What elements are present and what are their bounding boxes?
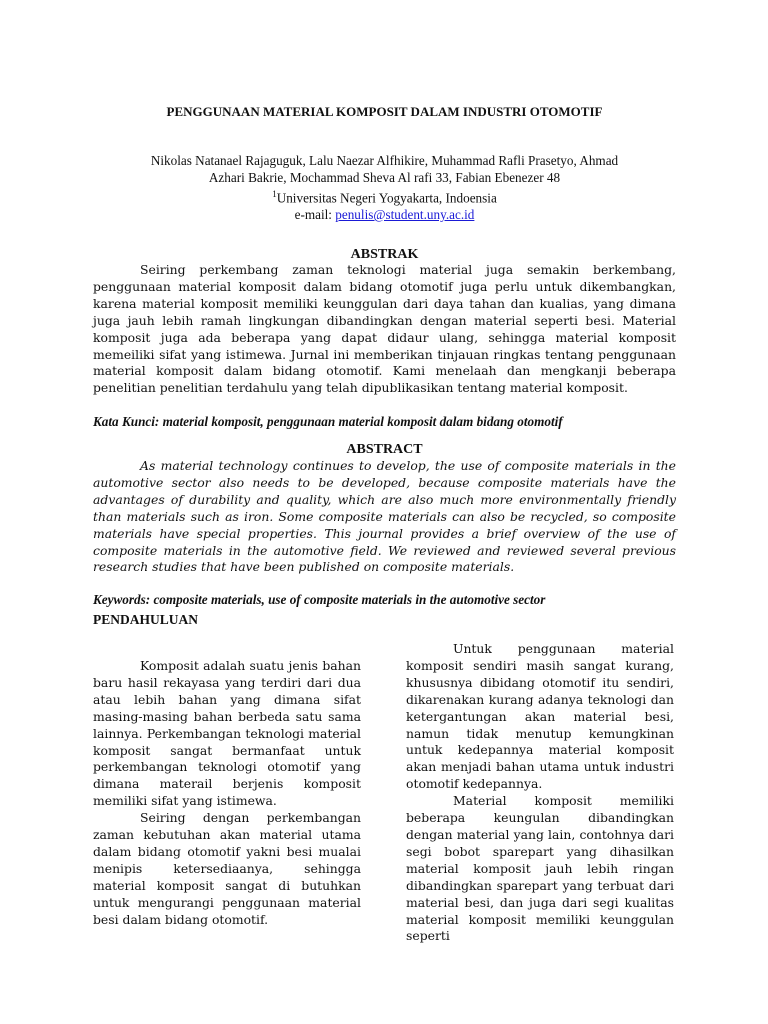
- author-line-2: Azhari Bakrie, Mochammad Sheva Al rafi 33, Fabian Ebenezer 48: [208, 169, 561, 185]
- author-block: [93, 153, 676, 223]
- abstract-text: As material technology continues to develop, the use of composite materials in the automotive sector also needs to be developed, because composite materials have the advantages of durability and quality, which are also much more environmentally friendly than materials such as iron. Some composite materials can also be recycled, so composite materials have special properties. This journal provides a brief overview of the use of composite materials in the automotive field. We reviewed and reviewed several previous research studies that have been published on composite materials.: [93, 458, 676, 575]
- left-paragraphs: [93, 658, 361, 929]
- email-link[interactable]: penulis@student.uny.ac.id: [335, 206, 475, 222]
- right-paragraph-1: Untuk penggunaan material komposit sendiri masih sangat kurang, khususnya dibidang otomotif itu sendiri, dikarenakan kurang adanya teknologi dan ketergantungan akan material besi, namun tidak menutup kemungkinan untuk kedepannya material komposit akan menjadi bahan utama untuk industri otomotif kedepannya.: [406, 641, 674, 792]
- author-line-1: Nikolas Natanael Rajaguguk, Lalu Naezar Alfhikire, Muhammad Rafli Prasetyo, Ahmad: [150, 153, 619, 168]
- right-paragraph-2: Material komposit memiliki beberapa keungulan dibandingkan dengan material yang lain, contohnya dari segi bobot sparepart yang dihasilkan material komposit jauh lebih ringan dibandingkan sparepart yang terbuat dari material besi, dan juga dari segi kualitas material komposit memiliki keunggulan seperti: [406, 793, 674, 944]
- keywords: Keywords: composite materials, use of composite materials in the automotive sector: [93, 592, 546, 607]
- abstrak-heading: ABSTRAK: [350, 247, 419, 262]
- left-paragraph-1: Komposit adalah suatu jenis bahan baru hasil rekayasa yang terdiri dari dua atau lebih bahan yang dimana sifat masing-masing bahan berbeda satu sama lainnya. Perkembangan teknologi material komposit sangat bermanfaat untuk perkembangan teknologi otomotif yang dimana materail berjenis komposit memiliki sifat yang istimewa.: [93, 658, 361, 809]
- affiliation-superscript: 1: [272, 189, 277, 199]
- left-paragraph-2: Seiring dengan perkembangan zaman kebutuhan akan material utama dalam bidang otomotif yakni besi mualai menipis ketersediaanya, sehingga material komposit sangat di butuhkan untuk mengurangi penggunaan material besi dalam bidang otomotif.: [93, 810, 361, 927]
- kata-kunci: Kata Kunci: material komposit, penggunaan material komposit dalam bidang otomotif: [93, 414, 563, 429]
- abstrak-text: Seiring perkembang zaman teknologi material juga semakin berkembang, penggunaan material komposit dalam bidang otomotif juga perlu untuk dikembangkan, karena material komposit memiliki keunggulan dari daya tahan dan kualias, yang dimana juga jauh lebih ramah lingkungan dibandingkan dengan material seperti besi. Material komposit juga ada beberapa yang dapat didaur ulang, sehingga material komposit memeiliki sifat yang istimewa. Jurnal ini memberikan tinjauan ringkas tentang penggunaan material komposit dalam bidang otomotif. Kami menelaah dan mengkanji beberapa penelitian penelitian terdahulu yang telah dipublikasikan tentang material komposit.: [93, 262, 676, 396]
- right-column: [406, 641, 674, 945]
- pendahuluan-heading: PENDAHULUAN: [93, 612, 199, 627]
- paper-title: PENGGUNAAN MATERIAL KOMPOSIT DALAM INDUSTRI OTOMOTIF: [166, 104, 603, 119]
- email-line: [93, 207, 676, 224]
- affiliation: [93, 186, 676, 207]
- affiliation-text: Universitas Negeri Yogyakarta, Indoensia: [276, 190, 497, 206]
- email-label: e-mail:: [294, 206, 336, 222]
- abstract-heading: ABSTRACT: [346, 442, 423, 457]
